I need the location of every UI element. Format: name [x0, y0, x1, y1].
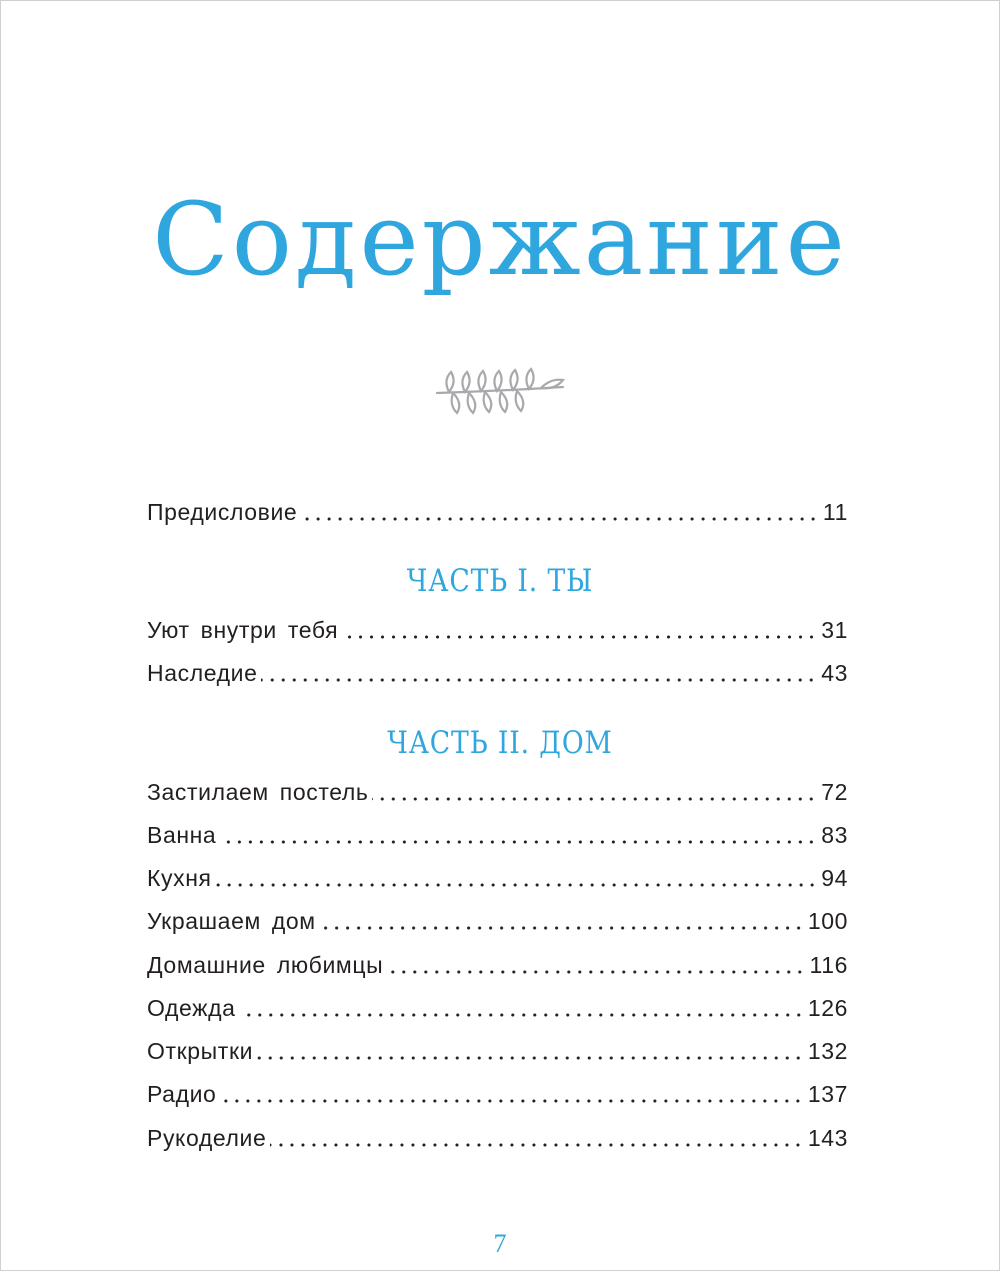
- toc-entry-page: 43: [821, 660, 848, 686]
- toc-entry-label: Наследие: [147, 660, 258, 686]
- toc-entry-label: Уют внутри тебя: [147, 617, 339, 643]
- toc-entry-page: 83: [821, 822, 848, 848]
- toc-entry-label: Одежда: [147, 995, 236, 1021]
- toc-entry-label: Рукоделие: [147, 1125, 267, 1151]
- toc-entry[interactable]: [147, 779, 848, 806]
- leader-dots: [261, 678, 817, 682]
- leader-dots: [257, 1056, 804, 1060]
- toc-entry-page: 94: [821, 865, 848, 891]
- leaf-branch-icon: [429, 361, 569, 421]
- toc-entry-page: 11: [822, 499, 848, 525]
- toc-entry-label: Предисловие: [147, 499, 298, 525]
- toc-entry-label: Открытки: [147, 1038, 254, 1064]
- toc-entry[interactable]: [147, 1081, 848, 1108]
- leader-dots: [220, 1099, 803, 1103]
- toc-entry-page: 72: [821, 779, 848, 805]
- leader-dots: [270, 1143, 803, 1147]
- toc-entry[interactable]: [147, 660, 848, 687]
- toc-entry-label: Домашние любимцы: [147, 952, 384, 978]
- toc-entry-preface[interactable]: [147, 499, 848, 526]
- toc-entry[interactable]: [147, 995, 848, 1022]
- toc-entry[interactable]: [147, 617, 848, 644]
- page-number: 7: [493, 1229, 507, 1258]
- part-heading: ЧАСТЬ II. ДОМ: [387, 725, 613, 761]
- toc-entry-page: 100: [807, 908, 848, 934]
- toc-entry-label: Ванна: [147, 822, 217, 848]
- toc-entry[interactable]: [147, 865, 848, 892]
- toc-entry-label: Украшаем дом: [147, 908, 316, 934]
- toc-entry[interactable]: [147, 908, 848, 935]
- leader-dots: [342, 635, 817, 639]
- leader-dots: [220, 840, 817, 844]
- leader-dots: [216, 883, 818, 887]
- toc-entry-page: 126: [807, 995, 848, 1021]
- leader-dots: [387, 970, 805, 974]
- toc-entry[interactable]: [147, 1038, 848, 1065]
- leader-dots: [372, 797, 817, 801]
- leader-dots: [301, 517, 819, 521]
- toc-entry[interactable]: [147, 822, 848, 849]
- toc-entry[interactable]: [147, 952, 848, 979]
- toc-entry-page: 31: [821, 617, 848, 643]
- toc-entry-label: Радио: [147, 1081, 217, 1107]
- toc-entry-page: 132: [807, 1038, 848, 1064]
- part-heading: ЧАСТЬ I. ТЫ: [406, 563, 594, 599]
- toc-entry-label: Кухня: [147, 865, 212, 891]
- toc-entry[interactable]: [147, 1125, 848, 1152]
- toc-entry-label: Застилаем постель: [147, 779, 369, 805]
- leader-dots: [320, 926, 804, 930]
- toc-entry-page: 143: [807, 1125, 848, 1151]
- toc-entry-page: 116: [809, 952, 848, 978]
- page-title: Содержание: [152, 181, 848, 298]
- leader-dots: [240, 1013, 804, 1017]
- toc-entry-page: 137: [807, 1081, 848, 1107]
